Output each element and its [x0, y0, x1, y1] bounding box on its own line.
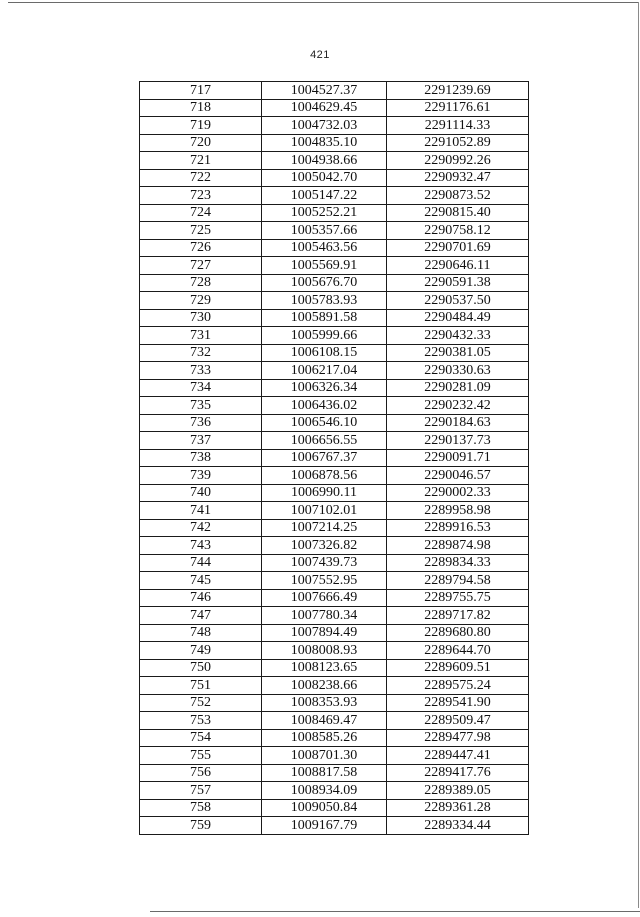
point-number-cell: 751 — [140, 677, 262, 695]
y-coordinate-cell: 2289916.53 — [387, 519, 529, 537]
table-row — [140, 484, 529, 502]
point-number-cell: 754 — [140, 729, 262, 747]
table-row — [140, 572, 529, 590]
x-coordinate-cell: 1006656.55 — [262, 432, 387, 450]
point-number-cell: 736 — [140, 414, 262, 432]
point-number-cell: 725 — [140, 222, 262, 240]
y-coordinate-cell: 2290091.71 — [387, 449, 529, 467]
table-row — [140, 397, 529, 415]
x-coordinate-cell: 1008701.30 — [262, 747, 387, 765]
point-number-cell: 745 — [140, 572, 262, 590]
table-row — [140, 782, 529, 800]
y-coordinate-cell: 2289417.76 — [387, 764, 529, 782]
table-row — [140, 292, 529, 310]
x-coordinate-cell: 1004629.45 — [262, 99, 387, 117]
y-coordinate-cell: 2289958.98 — [387, 502, 529, 520]
table-row — [140, 222, 529, 240]
y-coordinate-cell: 2290184.63 — [387, 414, 529, 432]
point-number-cell: 729 — [140, 292, 262, 310]
x-coordinate-cell: 1004938.66 — [262, 152, 387, 170]
x-coordinate-cell: 1005252.21 — [262, 204, 387, 222]
point-number-cell: 723 — [140, 187, 262, 205]
point-number-cell: 721 — [140, 152, 262, 170]
point-number-cell: 757 — [140, 782, 262, 800]
point-number-cell: 737 — [140, 432, 262, 450]
point-number-cell: 740 — [140, 484, 262, 502]
y-coordinate-cell: 2289389.05 — [387, 782, 529, 800]
point-number-cell: 738 — [140, 449, 262, 467]
table-row — [140, 642, 529, 660]
point-number-cell: 724 — [140, 204, 262, 222]
x-coordinate-cell: 1009050.84 — [262, 799, 387, 817]
point-number-cell: 731 — [140, 327, 262, 345]
point-number-cell: 758 — [140, 799, 262, 817]
y-coordinate-cell: 2290281.09 — [387, 379, 529, 397]
point-number-cell: 732 — [140, 344, 262, 362]
point-number-cell: 744 — [140, 554, 262, 572]
x-coordinate-cell: 1006990.11 — [262, 484, 387, 502]
table-row — [140, 152, 529, 170]
table-row — [140, 362, 529, 380]
y-coordinate-cell: 2290002.33 — [387, 484, 529, 502]
y-coordinate-cell: 2290432.33 — [387, 327, 529, 345]
table-row — [140, 99, 529, 117]
point-number-cell: 755 — [140, 747, 262, 765]
x-coordinate-cell: 1007894.49 — [262, 624, 387, 642]
y-coordinate-cell: 2290646.11 — [387, 257, 529, 275]
table-row — [140, 169, 529, 187]
x-coordinate-cell: 1007666.49 — [262, 589, 387, 607]
point-number-cell: 748 — [140, 624, 262, 642]
x-coordinate-cell: 1006108.15 — [262, 344, 387, 362]
x-coordinate-cell: 1007102.01 — [262, 502, 387, 520]
point-number-cell: 747 — [140, 607, 262, 625]
y-coordinate-cell: 2289541.90 — [387, 694, 529, 712]
x-coordinate-cell: 1009167.79 — [262, 817, 387, 835]
point-number-cell: 741 — [140, 502, 262, 520]
y-coordinate-cell: 2291176.61 — [387, 99, 529, 117]
table-row — [140, 694, 529, 712]
point-number-cell: 750 — [140, 659, 262, 677]
point-number-cell: 730 — [140, 309, 262, 327]
x-coordinate-cell: 1008934.09 — [262, 782, 387, 800]
table-row — [140, 204, 529, 222]
table-row — [140, 134, 529, 152]
y-coordinate-cell: 2291239.69 — [387, 82, 529, 100]
table-row — [140, 764, 529, 782]
point-number-cell: 733 — [140, 362, 262, 380]
table-row — [140, 747, 529, 765]
x-coordinate-cell: 1008469.47 — [262, 712, 387, 730]
x-coordinate-cell: 1008238.66 — [262, 677, 387, 695]
x-coordinate-cell: 1007439.73 — [262, 554, 387, 572]
x-coordinate-cell: 1005147.22 — [262, 187, 387, 205]
x-coordinate-cell: 1006436.02 — [262, 397, 387, 415]
y-coordinate-cell: 2289644.70 — [387, 642, 529, 660]
point-number-cell: 756 — [140, 764, 262, 782]
y-coordinate-cell: 2289334.44 — [387, 817, 529, 835]
y-coordinate-cell: 2289575.24 — [387, 677, 529, 695]
y-coordinate-cell: 2289361.28 — [387, 799, 529, 817]
x-coordinate-cell: 1005357.66 — [262, 222, 387, 240]
x-coordinate-cell: 1006878.56 — [262, 467, 387, 485]
point-number-cell: 739 — [140, 467, 262, 485]
table-row — [140, 239, 529, 257]
point-number-cell: 735 — [140, 397, 262, 415]
x-coordinate-cell: 1007326.82 — [262, 537, 387, 555]
x-coordinate-cell: 1005463.56 — [262, 239, 387, 257]
table-row — [140, 414, 529, 432]
point-number-cell: 752 — [140, 694, 262, 712]
y-coordinate-cell: 2290815.40 — [387, 204, 529, 222]
x-coordinate-cell: 1004527.37 — [262, 82, 387, 100]
point-number-cell: 718 — [140, 99, 262, 117]
x-coordinate-cell: 1008123.65 — [262, 659, 387, 677]
table-row — [140, 799, 529, 817]
point-number-cell: 728 — [140, 274, 262, 292]
table-row — [140, 379, 529, 397]
y-coordinate-cell: 2289447.41 — [387, 747, 529, 765]
x-coordinate-cell: 1008817.58 — [262, 764, 387, 782]
point-number-cell: 743 — [140, 537, 262, 555]
y-coordinate-cell: 2290873.52 — [387, 187, 529, 205]
point-number-cell: 719 — [140, 117, 262, 135]
y-coordinate-cell: 2290591.38 — [387, 274, 529, 292]
table-row — [140, 432, 529, 450]
point-number-cell: 722 — [140, 169, 262, 187]
table-row — [140, 309, 529, 327]
x-coordinate-cell: 1007780.34 — [262, 607, 387, 625]
y-coordinate-cell: 2290701.69 — [387, 239, 529, 257]
x-coordinate-cell: 1005783.93 — [262, 292, 387, 310]
point-number-cell: 734 — [140, 379, 262, 397]
y-coordinate-cell: 2290330.63 — [387, 362, 529, 380]
table-row — [140, 449, 529, 467]
x-coordinate-cell: 1006217.04 — [262, 362, 387, 380]
point-number-cell: 742 — [140, 519, 262, 537]
y-coordinate-cell: 2290046.57 — [387, 467, 529, 485]
point-number-cell: 753 — [140, 712, 262, 730]
x-coordinate-cell: 1007552.95 — [262, 572, 387, 590]
y-coordinate-cell: 2291052.89 — [387, 134, 529, 152]
table-row — [140, 344, 529, 362]
x-coordinate-cell: 1005676.70 — [262, 274, 387, 292]
table-row — [140, 607, 529, 625]
table-row — [140, 729, 529, 747]
table-row — [140, 554, 529, 572]
x-coordinate-cell: 1008008.93 — [262, 642, 387, 660]
table-row — [140, 589, 529, 607]
y-coordinate-cell: 2290758.12 — [387, 222, 529, 240]
point-number-cell: 726 — [140, 239, 262, 257]
point-number-cell: 720 — [140, 134, 262, 152]
coordinates-table — [139, 81, 529, 835]
y-coordinate-cell: 2289834.33 — [387, 554, 529, 572]
table-row — [140, 817, 529, 835]
y-coordinate-cell: 2289717.82 — [387, 607, 529, 625]
point-number-cell: 749 — [140, 642, 262, 660]
x-coordinate-cell: 1005569.91 — [262, 257, 387, 275]
y-coordinate-cell: 2290137.73 — [387, 432, 529, 450]
y-coordinate-cell: 2291114.33 — [387, 117, 529, 135]
x-coordinate-cell: 1004732.03 — [262, 117, 387, 135]
y-coordinate-cell: 2289755.75 — [387, 589, 529, 607]
y-coordinate-cell: 2289794.58 — [387, 572, 529, 590]
x-coordinate-cell: 1006546.10 — [262, 414, 387, 432]
table-row — [140, 82, 529, 100]
table-row — [140, 712, 529, 730]
table-row — [140, 257, 529, 275]
table-row — [140, 537, 529, 555]
point-number-cell: 717 — [140, 82, 262, 100]
scan-edge-right — [638, 2, 639, 908]
y-coordinate-cell: 2290932.47 — [387, 169, 529, 187]
table-row — [140, 327, 529, 345]
y-coordinate-cell: 2290537.50 — [387, 292, 529, 310]
point-number-cell: 727 — [140, 257, 262, 275]
point-number-cell: 759 — [140, 817, 262, 835]
table-row — [140, 467, 529, 485]
page-number: 421 — [310, 49, 330, 61]
scan-edge-bottom — [150, 911, 640, 912]
y-coordinate-cell: 2290484.49 — [387, 309, 529, 327]
table-row — [140, 117, 529, 135]
x-coordinate-cell: 1008585.26 — [262, 729, 387, 747]
y-coordinate-cell: 2289477.98 — [387, 729, 529, 747]
scan-edge-top — [8, 2, 638, 3]
y-coordinate-cell: 2289509.47 — [387, 712, 529, 730]
x-coordinate-cell: 1008353.93 — [262, 694, 387, 712]
table-row — [140, 624, 529, 642]
table-row — [140, 274, 529, 292]
y-coordinate-cell: 2289874.98 — [387, 537, 529, 555]
x-coordinate-cell: 1005042.70 — [262, 169, 387, 187]
y-coordinate-cell: 2290381.05 — [387, 344, 529, 362]
table-row — [140, 519, 529, 537]
y-coordinate-cell: 2290992.26 — [387, 152, 529, 170]
table-row — [140, 659, 529, 677]
x-coordinate-cell: 1005891.58 — [262, 309, 387, 327]
table-row — [140, 187, 529, 205]
x-coordinate-cell: 1007214.25 — [262, 519, 387, 537]
table-row — [140, 677, 529, 695]
y-coordinate-cell: 2289680.80 — [387, 624, 529, 642]
table-row — [140, 502, 529, 520]
point-number-cell: 746 — [140, 589, 262, 607]
x-coordinate-cell: 1005999.66 — [262, 327, 387, 345]
coordinates-table-body — [140, 82, 529, 835]
y-coordinate-cell: 2290232.42 — [387, 397, 529, 415]
y-coordinate-cell: 2289609.51 — [387, 659, 529, 677]
x-coordinate-cell: 1006326.34 — [262, 379, 387, 397]
x-coordinate-cell: 1006767.37 — [262, 449, 387, 467]
x-coordinate-cell: 1004835.10 — [262, 134, 387, 152]
